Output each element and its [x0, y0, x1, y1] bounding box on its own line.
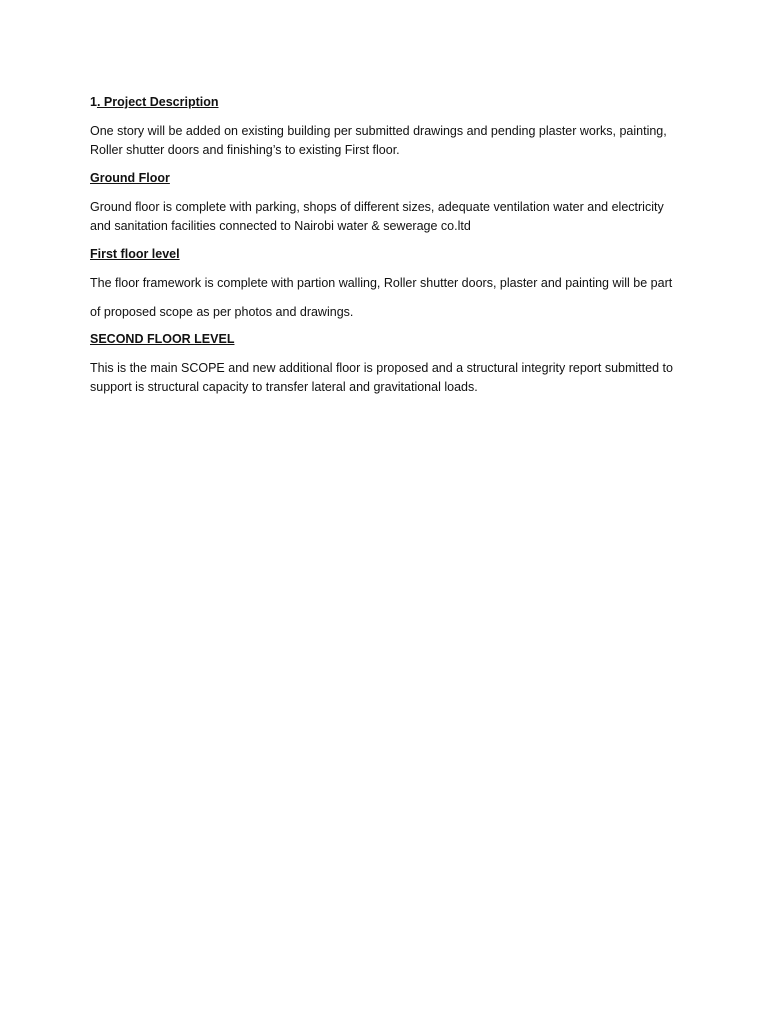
ground-floor-paragraph: Ground floor is complete with parking, shops of different sizes, adequate ventilation water and electricity and sanitation facilities connected to Nairobi water & sewerage co.ltd [90, 200, 664, 233]
first-floor-paragraph: The floor framework is complete with partion walling, Roller shutter doors, plaster and painting will be part of proposed scope as per photos and drawings. [90, 276, 673, 319]
section-number: 1 [90, 95, 97, 109]
second-floor-heading [90, 330, 680, 348]
document-body [90, 93, 680, 406]
section-heading-label: First floor level [90, 247, 180, 261]
section-heading-label: Ground Floor [90, 171, 170, 185]
ground-floor-heading [90, 169, 680, 187]
project-description-heading [90, 93, 680, 111]
first-floor-heading [90, 245, 680, 263]
project-description-paragraph: One story will be added on existing building per submitted drawings and pending plaster works, painting, Roller shutter doors and finishing’s to existing First floor. [90, 124, 667, 157]
section-heading-label: . Project Description [96, 95, 219, 109]
section-heading-label: SECOND FLOOR LEVEL [90, 332, 235, 346]
second-floor-paragraph: This is the main SCOPE and new additional floor is proposed and a structural integrity report submitted to support is structural capacity to transfer lateral and gravitational loads. [90, 361, 673, 394]
